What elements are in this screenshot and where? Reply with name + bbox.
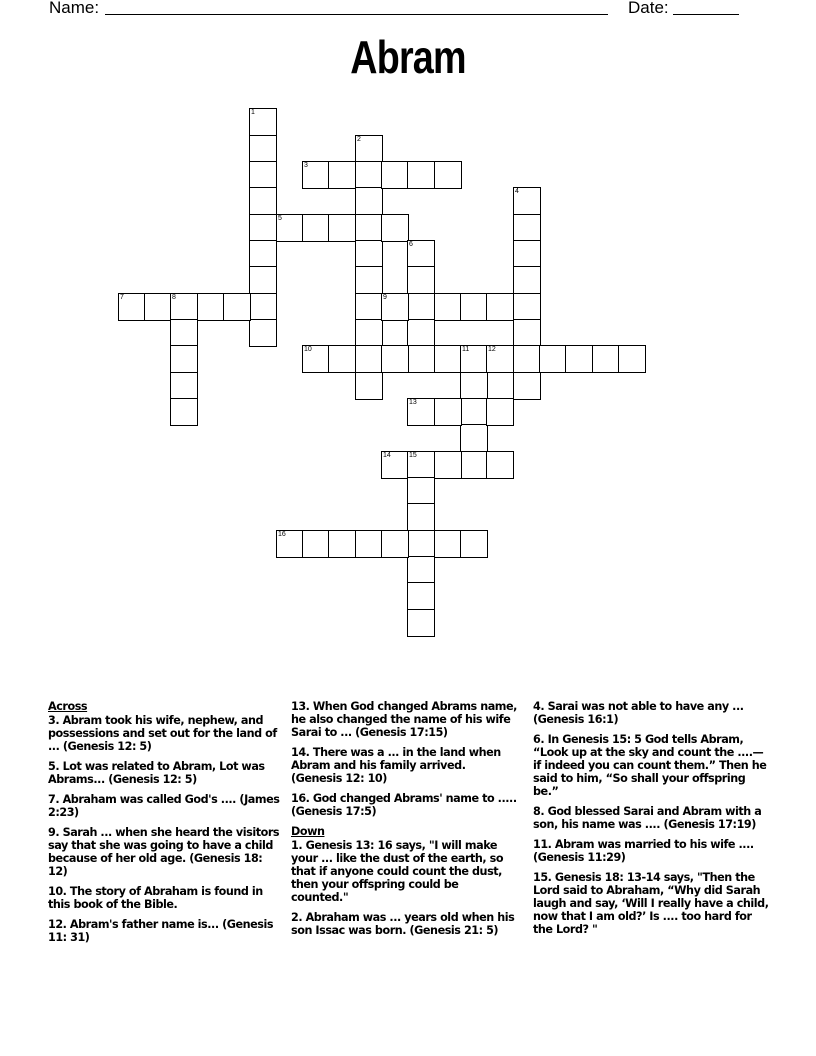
grid-cell[interactable]	[249, 240, 277, 268]
grid-cell[interactable]	[486, 451, 514, 479]
grid-cell[interactable]	[381, 214, 409, 242]
grid-cell[interactable]	[249, 293, 277, 321]
clue-number: 8.	[533, 805, 545, 818]
cell-number: 8	[172, 294, 176, 301]
clue-number: 12.	[48, 918, 67, 931]
clue-text: Abraham was called God's .... (James 2:23)	[48, 793, 280, 819]
grid-cell[interactable]	[249, 214, 277, 242]
grid-cell[interactable]	[381, 530, 409, 558]
grid-cell[interactable]	[144, 293, 172, 321]
clue-text: In Genesis 15: 5 God tells Abram, “Look up at the sky and count the ....—if indeed you can count them.” Then he said to him, “So shall your offspring be.”	[533, 733, 767, 798]
clue-text: God blessed Sarai and Abram with a son, his name was .... (Genesis 17:19)	[533, 805, 762, 831]
grid-cell[interactable]	[170, 345, 198, 373]
grid-cell[interactable]	[513, 372, 541, 400]
grid-cell[interactable]	[381, 345, 409, 373]
clue-across-5	[48, 760, 280, 786]
grid-cell[interactable]	[355, 240, 383, 268]
grid-cell[interactable]	[276, 214, 304, 242]
clue-number: 13.	[291, 700, 310, 713]
grid-cell[interactable]	[460, 345, 488, 373]
clue-text: Abraham was ... years old when his son Issac was born. (Genesis 21: 5)	[291, 911, 515, 937]
date-field-line[interactable]	[673, 14, 739, 15]
grid-cell[interactable]	[170, 398, 198, 426]
grid-cell[interactable]	[460, 293, 488, 321]
clue-number: 9.	[48, 826, 60, 839]
grid-cell[interactable]	[434, 398, 462, 426]
clue-across-13	[291, 700, 517, 739]
grid-cell[interactable]	[407, 240, 435, 268]
grid-cell[interactable]	[592, 345, 620, 373]
cell-number: 4	[515, 188, 519, 195]
cell-number: 2	[357, 136, 361, 143]
grid-cell[interactable]	[355, 345, 383, 373]
cell-number: 5	[278, 215, 282, 222]
clue-text: The story of Abraham is found in this book of the Bible.	[48, 885, 263, 911]
cell-number: 10	[304, 346, 312, 353]
clue-down-2	[291, 911, 517, 937]
cell-number: 9	[383, 294, 387, 301]
grid-cell[interactable]	[460, 451, 488, 479]
grid-cell[interactable]	[513, 266, 541, 294]
clue-text: Genesis 13: 16 says, "I will make your ... like the dust of the earth, so that if anyone could count the dust, then your offspring could be counted."	[291, 839, 504, 904]
grid-cell[interactable]	[513, 319, 541, 347]
down-heading: Down	[291, 825, 325, 838]
grid-cell[interactable]	[276, 530, 304, 558]
clue-across-14	[291, 746, 517, 785]
grid-cell[interactable]	[539, 345, 567, 373]
grid-cell[interactable]	[249, 187, 277, 215]
grid-cell[interactable]	[486, 345, 514, 373]
grid-cell[interactable]	[249, 108, 277, 136]
cell-number: 11	[462, 346, 470, 353]
grid-cell[interactable]	[223, 293, 251, 321]
grid-cell[interactable]	[460, 398, 488, 426]
clue-number: 5.	[48, 760, 60, 773]
clue-number: 14.	[291, 746, 310, 759]
grid-cell[interactable]	[407, 293, 435, 321]
grid-cell[interactable]	[618, 345, 646, 373]
grid-cell[interactable]	[355, 266, 383, 294]
grid-cell[interactable]	[434, 530, 462, 558]
clue-across-12	[48, 918, 280, 944]
clue-text: Genesis 18: 13-14 says, "Then the Lord said to Abraham, “Why did Sarah laugh and say, ‘Will I really have a child, now that I am old?’ Is .... too hard for the Lord? "	[533, 871, 769, 936]
clues-column-1	[48, 700, 280, 951]
grid-cell[interactable]	[434, 345, 462, 373]
clue-number: 3.	[48, 714, 60, 727]
grid-cell[interactable]	[302, 161, 330, 189]
grid-cell[interactable]	[249, 266, 277, 294]
cell-number: 14	[383, 452, 391, 459]
across-heading: Across	[48, 700, 88, 713]
grid-cell[interactable]	[434, 451, 462, 479]
grid-cell[interactable]	[407, 266, 435, 294]
cell-number: 15	[409, 452, 417, 459]
clue-across-3	[48, 714, 280, 753]
grid-cell[interactable]	[513, 240, 541, 268]
cell-number: 13	[409, 399, 417, 406]
grid-cell[interactable]	[170, 372, 198, 400]
clues-column-3	[533, 700, 769, 943]
name-label: Name:	[49, 0, 100, 17]
clue-number: 1.	[291, 839, 303, 852]
grid-cell[interactable]	[407, 503, 435, 531]
cell-number: 6	[409, 241, 413, 248]
clue-down-15	[533, 871, 769, 936]
grid-cell[interactable]	[486, 293, 514, 321]
clue-number: 2.	[291, 911, 303, 924]
grid-cell[interactable]	[407, 477, 435, 505]
grid-cell[interactable]	[486, 398, 514, 426]
grid-cell[interactable]	[513, 187, 541, 215]
grid-cell[interactable]	[328, 530, 356, 558]
clue-down-1	[291, 839, 517, 904]
grid-cell[interactable]	[355, 319, 383, 347]
grid-cell[interactable]	[460, 424, 488, 452]
grid-cell[interactable]	[407, 319, 435, 347]
clue-down-6	[533, 733, 769, 798]
grid-cell[interactable]	[407, 582, 435, 610]
clue-across-7	[48, 793, 280, 819]
clue-text: Sarai was not able to have any ... (Genesis 16:1)	[533, 700, 744, 726]
grid-cell[interactable]	[434, 161, 462, 189]
grid-cell[interactable]	[302, 214, 330, 242]
grid-cell[interactable]	[513, 214, 541, 242]
grid-cell[interactable]	[355, 372, 383, 400]
grid-cell[interactable]	[407, 161, 435, 189]
grid-cell[interactable]	[355, 135, 383, 163]
grid-cell[interactable]	[355, 293, 383, 321]
grid-cell[interactable]	[249, 135, 277, 163]
grid-cell[interactable]	[328, 161, 356, 189]
clue-across-9	[48, 826, 280, 878]
clue-text: God changed Abrams' name to ..... (Genesis 17:5)	[291, 792, 517, 818]
grid-cell[interactable]	[197, 293, 225, 321]
grid-cell[interactable]	[328, 345, 356, 373]
grid-cell[interactable]	[302, 530, 330, 558]
grid-cell[interactable]	[407, 556, 435, 584]
header	[0, 0, 816, 20]
clue-number: 4.	[533, 700, 545, 713]
cell-number: 1	[251, 109, 255, 116]
grid-cell[interactable]	[170, 293, 198, 321]
grid-cell[interactable]	[118, 293, 146, 321]
grid-cell[interactable]	[407, 345, 435, 373]
grid-cell[interactable]	[565, 345, 593, 373]
clue-number: 16.	[291, 792, 310, 805]
grid-cell[interactable]	[381, 293, 409, 321]
clue-number: 6.	[533, 733, 545, 746]
clue-number: 15.	[533, 871, 552, 884]
clues-column-2	[291, 700, 517, 944]
clue-number: 7.	[48, 793, 60, 806]
grid-cell[interactable]	[355, 187, 383, 215]
grid-cell[interactable]	[355, 214, 383, 242]
clue-text: Lot was related to Abram, Lot was Abrams... (Genesis 12: 5)	[48, 760, 265, 786]
grid-cell[interactable]	[434, 293, 462, 321]
grid-cell[interactable]	[513, 345, 541, 373]
name-field-line[interactable]	[105, 14, 608, 15]
clue-text: Abram was married to his wife .... (Genesis 11:29)	[533, 838, 754, 864]
grid-cell[interactable]	[381, 451, 409, 479]
cell-number: 3	[304, 162, 308, 169]
grid-cell[interactable]	[407, 451, 435, 479]
grid-cell[interactable]	[407, 530, 435, 558]
grid-cell[interactable]	[249, 161, 277, 189]
grid-cell[interactable]	[355, 530, 383, 558]
clue-down-4	[533, 700, 769, 726]
grid-cell[interactable]	[407, 398, 435, 426]
clue-text: When God changed Abrams name, he also changed the name of his wife Sarai to ... (Genesis 17:15)	[291, 700, 517, 739]
grid-cell[interactable]	[407, 609, 435, 637]
clue-text: Abram's father name is... (Genesis 11: 31)	[48, 918, 274, 944]
clue-number: 10.	[48, 885, 67, 898]
grid-cell[interactable]	[328, 214, 356, 242]
cell-number: 12	[488, 346, 496, 353]
clue-across-16	[291, 792, 517, 818]
cell-number: 7	[120, 294, 124, 301]
clue-number: 11.	[533, 838, 552, 851]
grid-cell[interactable]	[302, 345, 330, 373]
grid-cell[interactable]	[170, 319, 198, 347]
cell-number: 16	[278, 531, 286, 538]
grid-cell[interactable]	[381, 161, 409, 189]
clue-text: There was a ... in the land when Abram and his family arrived. (Genesis 12: 10)	[291, 746, 501, 785]
page-title: Abram	[350, 31, 466, 83]
clue-text: Abram took his wife, nephew, and possessions and set out for the land of ... (Genesis 12: 5)	[48, 714, 277, 753]
clue-text: Sarah ... when she heard the visitors say that she was going to have a child because of her old age. (Genesis 18: 12)	[48, 826, 280, 878]
grid-cell[interactable]	[460, 530, 488, 558]
grid-cell[interactable]	[249, 319, 277, 347]
clue-down-8	[533, 805, 769, 831]
grid-cell[interactable]	[355, 161, 383, 189]
clue-down-11	[533, 838, 769, 864]
date-label: Date:	[628, 0, 669, 17]
grid-cell[interactable]	[460, 372, 488, 400]
grid-cell[interactable]	[513, 293, 541, 321]
clue-across-10	[48, 885, 280, 911]
